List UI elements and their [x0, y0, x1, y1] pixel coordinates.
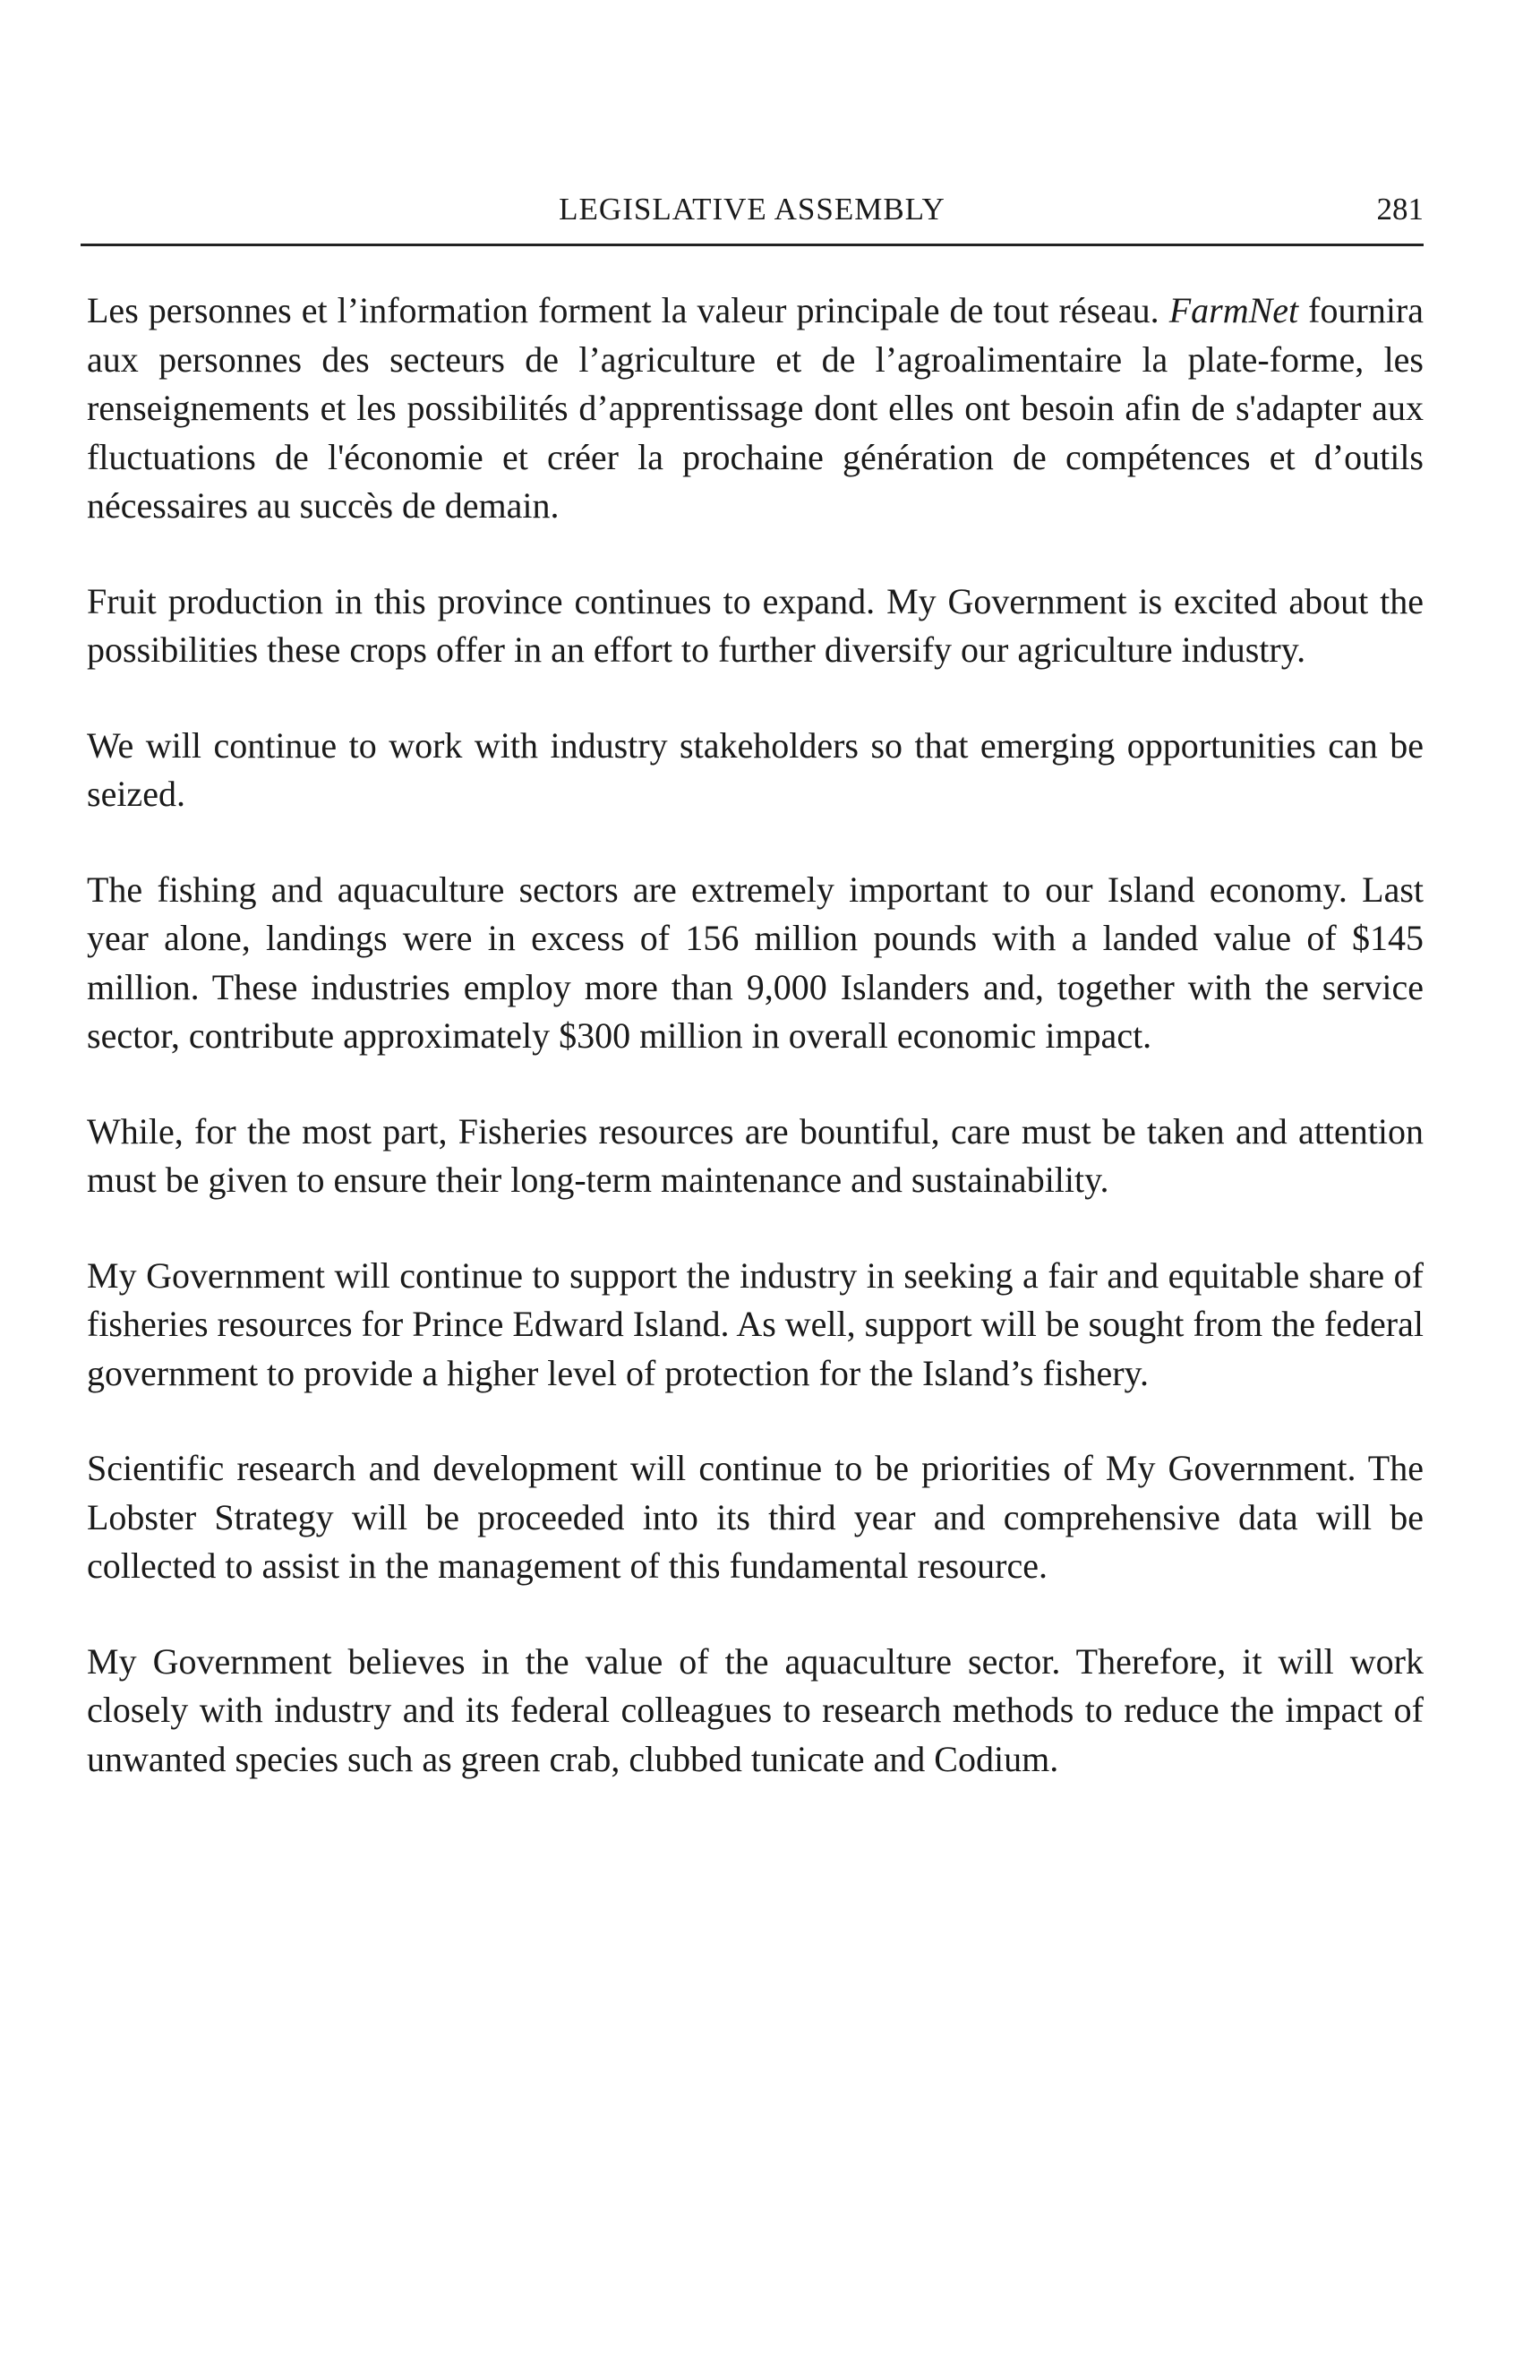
paragraph-text: Les personnes et l’information forment la valeur principale de tout réseau.	[87, 290, 1169, 330]
paragraph-farmnet	[87, 287, 1424, 531]
paragraph-text: fournira aux personnes des secteurs de l’agriculture et de l’agroalimentaire la plate-forme, les renseignements et les possibilités d’apprentissage dont elles ont besoin afin de s'adapter aux fluctuations de l'économie et créer la prochaine génération de compétences et d’outils nécessaires au succès de demain.	[87, 290, 1424, 526]
paragraph-fishing-aquaculture: The fishing and aquaculture sectors are extremely important to our Island economy. Last year alone, landings were in excess of 156 million pounds with a landed value of $145 million. These industries employ more than 9,000 Islanders and, together with the service sector, contribute approximately $300 million in overall economic impact.	[87, 869, 1424, 1056]
paragraph-fruit-production: Fruit production in this province continues to expand. My Government is excited about the possibilities these crops offer in an effort to further diversify our agriculture industry.	[87, 580, 1424, 670]
paragraph-aquaculture-value: My Government believes in the value of the aquaculture sector. Therefore, it will work closely with industry and its federal colleagues to research methods to reduce the impact of unwanted species such as green crab, clubbed tunicate and Codium.	[87, 1640, 1424, 1779]
farmnet-emphasis: FarmNet	[1168, 290, 1299, 330]
page-number: 281	[1376, 192, 1424, 227]
paragraph-fisheries-resources: While, for the most part, Fisheries resources are bountiful, care must be taken and attention must be given to ensure their long-term maintenance and sustainability.	[87, 1110, 1424, 1200]
running-title: LEGISLATIVE ASSEMBLY	[559, 192, 945, 227]
paragraph-scientific-research: Scientific research and development will continue to be priorities of My Government. The Lobster Strategy will be proceeded into its third year and comprehensive data will be collected to assist in the management of this fundamental resource.	[87, 1448, 1424, 1586]
running-header	[81, 190, 1424, 246]
body-text	[87, 287, 1424, 1830]
paragraph-fair-share: My Government will continue to support the industry in seeking a fair and equitable share of fisheries resources for Prince Edward Island. As well, support will be sought from the federal government to provide a higher level of protection for the Island’s fishery.	[87, 1254, 1424, 1393]
paragraph-stakeholders: We will continue to work with industry stakeholders so that emerging opportunities can be seized.	[87, 724, 1424, 814]
